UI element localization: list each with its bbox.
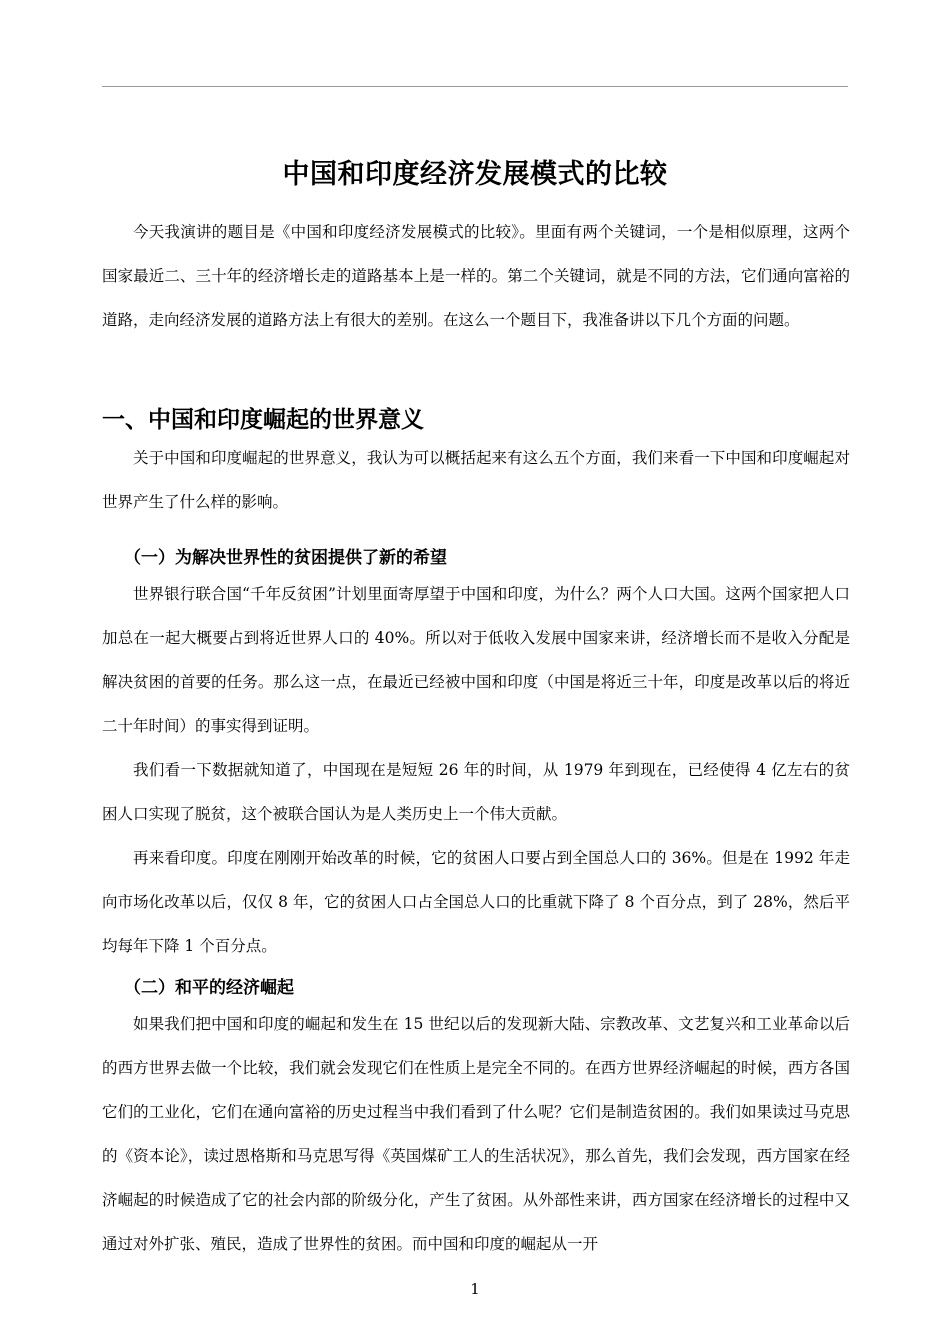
page-number: 1 — [470, 1280, 480, 1298]
intro-paragraph: 今天我演讲的题目是《中国和印度经济发展模式的比较》。里面有两个关键词，一个是相似原理，这两个国家最近二、三十年的经济增长走的道路基本上是一样的。第二个关键词，就是不同的方法，它们通向富裕的道路，走向经济发展的道路方法上有很大的差别。在这么一个题目下，我准备讲以下几个方面的问题。 — [102, 223, 850, 329]
subsection-1 — [102, 544, 850, 968]
document-title: 中国和印度经济发展模式的比较 — [282, 159, 668, 191]
section-1 — [102, 404, 850, 524]
subsection-heading: （二）和平的经济崛起 — [124, 978, 294, 998]
subsection-heading: （一）为解决世界性的贫困提供了新的希望 — [124, 548, 447, 568]
paragraph: 世界银行联合国“千年反贫困”计划里面寄厚望于中国和印度，为什么？两个人口大国。这两个国家把人口加总在一起大概要占到将近世界人口的 40%。所以对于低收入发展中国家来讲，经济增长而不是收入分配是解决贫困的首要的任务。那么这一点，在最近已经被中国和印度（中国是将近三十年，印度是改革以后的将近二十年时间）的事实得到证明。 — [102, 585, 850, 735]
section-heading: 一、中国和印度崛起的世界意义 — [102, 407, 424, 433]
intro-block — [102, 210, 850, 342]
header-rule — [102, 86, 848, 87]
paragraph: 再来看印度。印度在刚刚开始改革的时候，它的贫困人口要占到全国总人口的 36%。但是在 1992 年走向市场化改革以后，仅仅 8 年，它的贫困人口占全国总人口的比重就下降了 8 个百分点，到了 28%，然后平均每年下降 1 个百分点。 — [102, 849, 850, 955]
paragraph: 如果我们把中国和印度的崛起和发生在 15 世纪以后的发现新大陆、宗教改革、文艺复兴和工业革命以后的西方世界去做一个比较，我们就会发现它们在性质上是完全不同的。在西方世界经济崛起的时候，西方各国它们的工业化，它们在通向富裕的历史过程当中我们看到了什么呢？它们是制造贫困的。我们如果读过马克思的《资本论》，读过恩格斯和马克思写得《英国煤矿工人的生活状况》，那么首先，我们会发现，西方国家在经济崛起的时候造成了它的社会内部的阶级分化，产生了贫困。从外部性来讲，西方国家在经济增长的过程中又通过对外扩张、殖民，造成了世界性的贫困。而中国和印度的崛起从一开 — [102, 1015, 850, 1253]
paragraph: 我们看一下数据就知道了，中国现在是短短 26 年的时间，从 1979 年到现在，已经使得 4 亿左右的贫困人口实现了脱贫，这个被联合国认为是人类历史上一个伟大贡献。 — [102, 761, 850, 823]
section-paragraph: 关于中国和印度崛起的世界意义，我认为可以概括起来有这么五个方面，我们来看一下中国和印度崛起对世界产生了什么样的影响。 — [102, 449, 850, 511]
subsection-2 — [102, 974, 850, 1266]
